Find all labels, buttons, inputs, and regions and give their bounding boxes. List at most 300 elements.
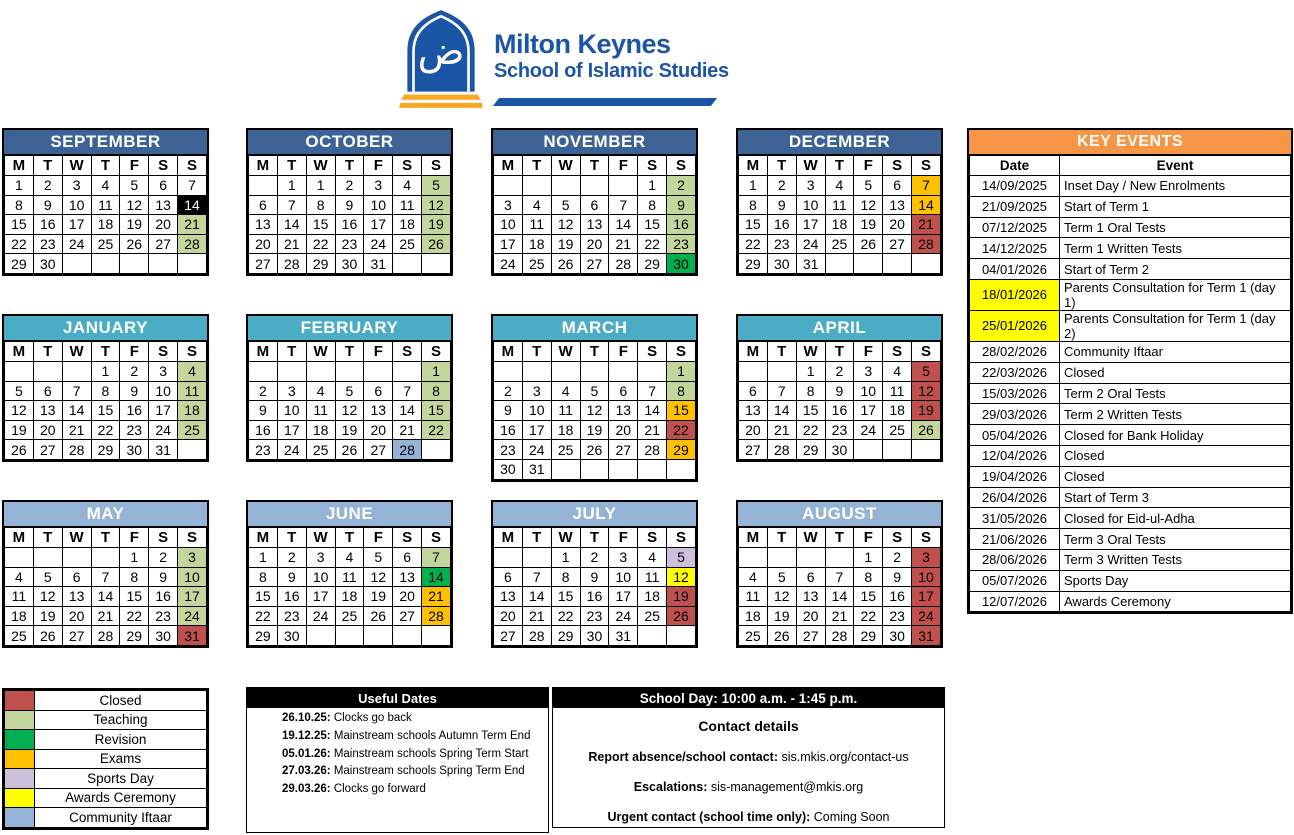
legend-row — [5, 749, 207, 769]
calendar-day-cell: 6 — [62, 567, 91, 587]
key-event-row — [970, 591, 1291, 612]
calendar-day-cell: 1 — [91, 362, 120, 382]
month-title: MAY — [4, 502, 207, 527]
useful-date-entry — [248, 746, 545, 764]
calendar-day-cell: 18 — [393, 215, 422, 235]
day-of-week-header: S — [149, 528, 178, 548]
calendar-day-cell: 21 — [522, 606, 551, 626]
calendar-day-cell — [551, 362, 580, 382]
calendar-day-cell: 1 — [796, 362, 825, 382]
key-event-row — [970, 508, 1291, 529]
calendar-day-cell: 7 — [91, 567, 120, 587]
day-of-week-header: F — [854, 342, 883, 362]
key-event-label: Term 1 Oral Tests — [1060, 217, 1291, 238]
calendar-day-cell: 30 — [335, 254, 364, 274]
calendar-day-cell — [580, 176, 609, 196]
day-of-week-header: S — [667, 156, 696, 176]
calendar-day-cell: 27 — [580, 254, 609, 274]
day-of-week-header: T — [580, 528, 609, 548]
day-of-week-header: S — [912, 528, 941, 548]
legend-color-swatch — [5, 769, 35, 789]
month-calendar-january — [2, 314, 209, 462]
calendar-day-cell: 28 — [178, 234, 207, 254]
calendar-day-cell — [825, 548, 854, 568]
day-of-week-header: M — [5, 156, 34, 176]
legend-label: Exams — [35, 749, 207, 769]
calendar-day-cell: 17 — [854, 401, 883, 421]
calendar-day-cell: 9 — [767, 195, 796, 215]
month-title: APRIL — [738, 316, 941, 341]
day-of-week-header: M — [494, 528, 523, 548]
calendar-day-cell: 18 — [306, 420, 335, 440]
calendar-day-cell: 8 — [667, 381, 696, 401]
key-event-date: 12/07/2026 — [970, 591, 1060, 612]
calendar-day-cell: 28 — [393, 440, 422, 460]
calendar-day-cell: 21 — [422, 587, 451, 607]
calendar-day-cell: 11 — [5, 587, 34, 607]
day-of-week-header: S — [912, 156, 941, 176]
calendar-day-cell: 12 — [422, 195, 451, 215]
contact-line-label: Urgent contact (school time only): — [607, 810, 811, 824]
key-event-date: 04/01/2026 — [970, 259, 1060, 280]
day-of-week-header: S — [667, 528, 696, 548]
calendar-day-cell: 24 — [149, 420, 178, 440]
calendar-day-cell: 9 — [249, 401, 278, 421]
calendar-day-cell: 1 — [422, 362, 451, 382]
calendar-day-cell: 5 — [33, 567, 62, 587]
calendar-day-cell: 9 — [120, 381, 149, 401]
month-title: NOVEMBER — [493, 130, 696, 155]
calendar-day-cell — [854, 440, 883, 460]
key-event-date: 14/09/2025 — [970, 176, 1060, 197]
calendar-day-cell: 24 — [912, 606, 941, 626]
calendar-day-cell: 10 — [178, 567, 207, 587]
calendar-day-cell: 3 — [522, 381, 551, 401]
useful-date-entry — [248, 710, 545, 728]
month-calendar-may — [2, 500, 209, 648]
calendar-day-cell: 14 — [393, 401, 422, 421]
day-of-week-header: T — [580, 156, 609, 176]
calendar-day-cell: 27 — [62, 626, 91, 646]
calendar-day-cell: 11 — [638, 567, 667, 587]
month-grid — [738, 341, 941, 460]
legend-label: Community Iftaar — [35, 808, 207, 828]
calendar-day-cell — [5, 362, 34, 382]
calendar-day-cell: 26 — [580, 440, 609, 460]
month-title: JANUARY — [4, 316, 207, 341]
calendar-day-cell: 25 — [522, 254, 551, 274]
calendar-day-cell: 28 — [767, 440, 796, 460]
calendar-day-cell: 22 — [638, 234, 667, 254]
key-event-label: Closed — [1060, 445, 1291, 466]
day-of-week-header: M — [494, 342, 523, 362]
calendar-day-cell — [393, 362, 422, 382]
key-event-label: Start of Term 1 — [1060, 196, 1291, 217]
calendar-day-cell — [422, 254, 451, 274]
calendar-day-cell: 10 — [494, 215, 523, 235]
month-calendar-august — [736, 500, 943, 648]
calendar-day-cell: 26 — [364, 606, 393, 626]
calendar-day-cell: 22 — [796, 420, 825, 440]
useful-date-value: 19.12.25: — [282, 729, 331, 742]
day-of-week-header: F — [854, 156, 883, 176]
key-event-label: Term 1 Written Tests — [1060, 238, 1291, 259]
calendar-day-cell — [422, 626, 451, 646]
calendar-day-cell: 3 — [609, 548, 638, 568]
calendar-day-cell — [91, 548, 120, 568]
calendar-day-cell: 31 — [609, 626, 638, 646]
calendar-day-cell: 29 — [91, 440, 120, 460]
calendar-day-cell: 2 — [667, 176, 696, 196]
calendar-day-cell — [91, 254, 120, 274]
calendar-day-cell: 13 — [249, 215, 278, 235]
calendar-day-cell: 16 — [494, 420, 523, 440]
calendar-day-cell: 17 — [609, 587, 638, 607]
day-of-week-header: S — [912, 342, 941, 362]
key-event-date: 05/04/2026 — [970, 425, 1060, 446]
legend-color-swatch — [5, 808, 35, 828]
calendar-day-cell: 2 — [580, 548, 609, 568]
logo-underline-bar — [493, 98, 717, 106]
calendar-day-cell: 4 — [638, 548, 667, 568]
day-of-week-header: S — [393, 528, 422, 548]
calendar-day-cell — [393, 626, 422, 646]
useful-date-entry — [248, 781, 545, 799]
calendar-day-cell: 7 — [609, 195, 638, 215]
calendar-day-cell: 21 — [178, 215, 207, 235]
day-of-week-header: F — [609, 156, 638, 176]
calendar-day-cell: 3 — [494, 195, 523, 215]
calendar-day-cell: 31 — [912, 626, 941, 646]
calendar-day-cell: 28 — [825, 626, 854, 646]
calendar-day-cell: 9 — [883, 567, 912, 587]
school-day-title: School Day: 10:00 a.m. - 1:45 p.m. — [553, 688, 944, 708]
calendar-day-cell: 2 — [33, 176, 62, 196]
legend-color-swatch — [5, 788, 35, 808]
calendar-day-cell: 15 — [422, 401, 451, 421]
calendar-day-cell — [306, 626, 335, 646]
calendar-day-cell: 24 — [364, 234, 393, 254]
calendar-day-cell: 3 — [62, 176, 91, 196]
month-grid — [493, 155, 696, 274]
useful-dates-panel — [246, 687, 549, 833]
calendar-day-cell: 5 — [912, 362, 941, 382]
key-event-label: Sports Day — [1060, 570, 1291, 591]
calendar-day-cell — [494, 548, 523, 568]
useful-date-desc: Mainstream schools Autumn Term End — [333, 729, 531, 742]
calendar-day-cell: 21 — [62, 420, 91, 440]
calendar-day-cell: 2 — [883, 548, 912, 568]
calendar-day-cell — [883, 254, 912, 274]
day-of-week-header: S — [393, 342, 422, 362]
calendar-day-cell: 1 — [249, 548, 278, 568]
calendar-day-cell: 18 — [551, 420, 580, 440]
key-event-date: 25/01/2026 — [970, 310, 1060, 341]
calendar-day-cell: 23 — [149, 606, 178, 626]
calendar-day-cell: 8 — [91, 381, 120, 401]
calendar-day-cell: 20 — [883, 215, 912, 235]
key-event-label: Start of Term 3 — [1060, 487, 1291, 508]
contact-line-value: sis.mkis.org/contact-us — [781, 750, 909, 764]
calendar-day-cell: 28 — [609, 254, 638, 274]
calendar-day-cell — [912, 440, 941, 460]
calendar-day-cell: 29 — [306, 254, 335, 274]
calendar-day-cell: 25 — [825, 234, 854, 254]
calendar-day-cell: 24 — [522, 440, 551, 460]
useful-dates-list — [247, 708, 548, 799]
key-event-date: 28/02/2026 — [970, 341, 1060, 362]
day-of-week-header: T — [522, 528, 551, 548]
legend-label: Awards Ceremony — [35, 788, 207, 808]
day-of-week-header: T — [522, 156, 551, 176]
calendar-day-cell — [306, 362, 335, 382]
day-of-week-header: F — [120, 156, 149, 176]
calendar-day-cell: 28 — [638, 440, 667, 460]
day-of-week-header: W — [62, 342, 91, 362]
calendar-day-cell: 27 — [33, 440, 62, 460]
calendar-day-cell: 7 — [62, 381, 91, 401]
month-calendar-april — [736, 314, 943, 462]
key-event-row — [970, 196, 1291, 217]
calendar-day-cell: 30 — [825, 440, 854, 460]
calendar-day-cell: 16 — [335, 215, 364, 235]
calendar-day-cell: 19 — [767, 606, 796, 626]
calendar-day-cell: 26 — [667, 606, 696, 626]
calendar-day-cell: 29 — [120, 626, 149, 646]
calendar-day-cell: 1 — [667, 362, 696, 382]
calendar-day-cell: 18 — [5, 606, 34, 626]
calendar-day-cell: 24 — [609, 606, 638, 626]
key-event-row — [970, 383, 1291, 404]
month-calendar-february — [246, 314, 453, 462]
calendar-day-cell: 11 — [739, 587, 768, 607]
calendar-day-cell: 6 — [609, 381, 638, 401]
calendar-day-cell: 10 — [364, 195, 393, 215]
calendar-day-cell: 18 — [178, 401, 207, 421]
day-of-week-header: M — [739, 342, 768, 362]
calendar-day-cell — [796, 548, 825, 568]
day-of-week-header: F — [364, 528, 393, 548]
calendar-day-cell — [364, 626, 393, 646]
useful-date-value: 29.03.26: — [282, 783, 331, 796]
key-event-row — [970, 238, 1291, 259]
calendar-day-cell: 14 — [522, 587, 551, 607]
calendar-day-cell: 16 — [767, 215, 796, 235]
calendar-day-cell: 4 — [5, 567, 34, 587]
day-of-week-header: T — [91, 528, 120, 548]
school-logo — [396, 4, 729, 114]
day-of-week-header: S — [178, 528, 207, 548]
calendar-day-cell: 20 — [33, 420, 62, 440]
day-of-week-header: S — [638, 342, 667, 362]
contact-details — [553, 718, 944, 824]
calendar-day-cell: 17 — [178, 587, 207, 607]
calendar-day-cell: 18 — [739, 606, 768, 626]
legend-row — [5, 808, 207, 828]
day-of-week-header: S — [883, 342, 912, 362]
day-of-week-header: M — [249, 342, 278, 362]
useful-date-desc: Clocks go forward — [333, 783, 426, 796]
calendar-day-cell: 3 — [912, 548, 941, 568]
useful-date-desc: Clocks go back — [333, 712, 412, 724]
calendar-day-cell: 1 — [638, 176, 667, 196]
calendar-day-cell: 6 — [249, 195, 278, 215]
calendar-day-cell: 4 — [522, 195, 551, 215]
calendar-day-cell — [609, 459, 638, 479]
legend-row — [5, 710, 207, 730]
calendar-day-cell: 7 — [638, 381, 667, 401]
calendar-day-cell — [912, 254, 941, 274]
month-title: JUNE — [248, 502, 451, 527]
contact-line-value: sis-management@mkis.org — [710, 780, 864, 794]
calendar-day-cell: 13 — [393, 567, 422, 587]
calendar-day-cell: 3 — [149, 362, 178, 382]
calendar-day-cell: 26 — [335, 440, 364, 460]
calendar-day-cell: 5 — [364, 548, 393, 568]
month-calendar-march — [491, 314, 698, 482]
calendar-day-cell — [335, 362, 364, 382]
calendar-day-cell: 24 — [494, 254, 523, 274]
day-of-week-header: S — [178, 156, 207, 176]
key-event-row — [970, 362, 1291, 383]
calendar-day-cell: 1 — [5, 176, 34, 196]
day-of-week-header: T — [767, 156, 796, 176]
legend-label: Teaching — [35, 710, 207, 730]
calendar-day-cell: 15 — [638, 215, 667, 235]
calendar-day-cell: 10 — [854, 381, 883, 401]
calendar-day-cell: 9 — [335, 195, 364, 215]
calendar-day-cell: 8 — [551, 567, 580, 587]
useful-date-desc: Mainstream schools Spring Term Start — [333, 747, 529, 760]
calendar-day-cell — [667, 459, 696, 479]
calendar-day-cell: 7 — [767, 381, 796, 401]
calendar-day-cell: 5 — [551, 195, 580, 215]
calendar-day-cell: 31 — [149, 440, 178, 460]
day-of-week-header: S — [178, 342, 207, 362]
key-event-label: Closed — [1060, 362, 1291, 383]
calendar-day-cell: 23 — [249, 440, 278, 460]
calendar-day-cell: 30 — [277, 626, 306, 646]
calendar-day-cell: 13 — [149, 195, 178, 215]
calendar-day-cell: 9 — [33, 195, 62, 215]
calendar-day-cell: 13 — [364, 401, 393, 421]
calendar-day-cell — [767, 548, 796, 568]
legend-rows — [5, 691, 207, 828]
key-event-date: 31/05/2026 — [970, 508, 1060, 529]
calendar-day-cell: 29 — [854, 626, 883, 646]
calendar-day-cell: 2 — [120, 362, 149, 382]
calendar-day-cell: 4 — [883, 362, 912, 382]
key-events-title: KEY EVENTS — [969, 130, 1291, 155]
calendar-day-cell — [551, 176, 580, 196]
month-title: SEPTEMBER — [4, 130, 207, 155]
calendar-day-cell: 27 — [739, 440, 768, 460]
calendar-day-cell: 21 — [638, 420, 667, 440]
calendar-day-cell: 14 — [609, 215, 638, 235]
key-event-label: Closed for Bank Holiday — [1060, 425, 1291, 446]
calendar-day-cell: 28 — [62, 440, 91, 460]
day-of-week-header: W — [306, 156, 335, 176]
calendar-day-cell: 12 — [364, 567, 393, 587]
calendar-day-cell — [393, 254, 422, 274]
calendar-day-cell: 26 — [5, 440, 34, 460]
calendar-day-cell: 11 — [522, 215, 551, 235]
key-event-date: 29/03/2026 — [970, 404, 1060, 425]
calendar-day-cell: 15 — [739, 215, 768, 235]
calendar-day-cell: 10 — [522, 401, 551, 421]
calendar-day-cell: 22 — [854, 606, 883, 626]
calendar-day-cell: 28 — [91, 626, 120, 646]
calendar-day-cell: 10 — [277, 401, 306, 421]
key-event-date: 07/12/2025 — [970, 217, 1060, 238]
calendar-day-cell: 8 — [120, 567, 149, 587]
calendar-day-cell — [580, 459, 609, 479]
day-of-week-header: F — [854, 528, 883, 548]
calendar-day-cell: 2 — [767, 176, 796, 196]
day-of-week-header: W — [306, 342, 335, 362]
day-of-week-header: T — [825, 156, 854, 176]
month-grid — [248, 341, 451, 460]
contact-line — [553, 750, 944, 764]
calendar-day-cell: 25 — [638, 606, 667, 626]
calendar-day-cell — [335, 626, 364, 646]
key-event-date: 14/12/2025 — [970, 238, 1060, 259]
calendar-day-cell: 11 — [335, 567, 364, 587]
key-event-label: Community Iftaar — [1060, 341, 1291, 362]
useful-date-value: 27.03.26: — [282, 765, 331, 778]
calendar-day-cell: 20 — [62, 606, 91, 626]
key-event-label: Term 3 Oral Tests — [1060, 529, 1291, 550]
calendar-day-cell: 30 — [667, 254, 696, 274]
calendar-day-cell: 1 — [277, 176, 306, 196]
calendar-day-cell: 27 — [883, 234, 912, 254]
calendar-day-cell — [638, 459, 667, 479]
calendar-day-cell: 8 — [854, 567, 883, 587]
calendar-day-cell: 18 — [883, 401, 912, 421]
calendar-day-cell: 3 — [277, 381, 306, 401]
calendar-day-cell: 6 — [883, 176, 912, 196]
calendar-day-cell — [249, 362, 278, 382]
day-of-week-header: W — [796, 156, 825, 176]
calendar-day-cell: 9 — [494, 401, 523, 421]
useful-date-entry — [248, 728, 545, 746]
calendar-day-cell: 30 — [767, 254, 796, 274]
calendar-day-cell: 17 — [912, 587, 941, 607]
calendar-day-cell: 28 — [522, 626, 551, 646]
color-legend — [2, 688, 209, 830]
day-of-week-header: M — [739, 528, 768, 548]
legend-color-swatch — [5, 730, 35, 750]
calendar-day-cell: 17 — [522, 420, 551, 440]
calendar-day-cell: 23 — [33, 234, 62, 254]
key-event-date: 19/04/2026 — [970, 466, 1060, 487]
day-of-week-header: S — [422, 342, 451, 362]
key-event-date: 26/04/2026 — [970, 487, 1060, 508]
calendar-day-cell: 15 — [551, 587, 580, 607]
calendar-day-cell: 15 — [91, 401, 120, 421]
calendar-day-cell: 12 — [912, 381, 941, 401]
day-of-week-header: T — [33, 342, 62, 362]
calendar-day-cell: 14 — [912, 195, 941, 215]
day-of-week-header: T — [767, 528, 796, 548]
calendar-day-cell: 19 — [364, 587, 393, 607]
calendar-day-cell: 19 — [33, 606, 62, 626]
key-event-label: Parents Consultation for Term 1 (day 1) — [1060, 279, 1291, 310]
calendar-day-cell: 2 — [335, 176, 364, 196]
calendar-day-cell — [494, 176, 523, 196]
calendar-day-cell: 22 — [739, 234, 768, 254]
calendar-day-cell: 13 — [883, 195, 912, 215]
